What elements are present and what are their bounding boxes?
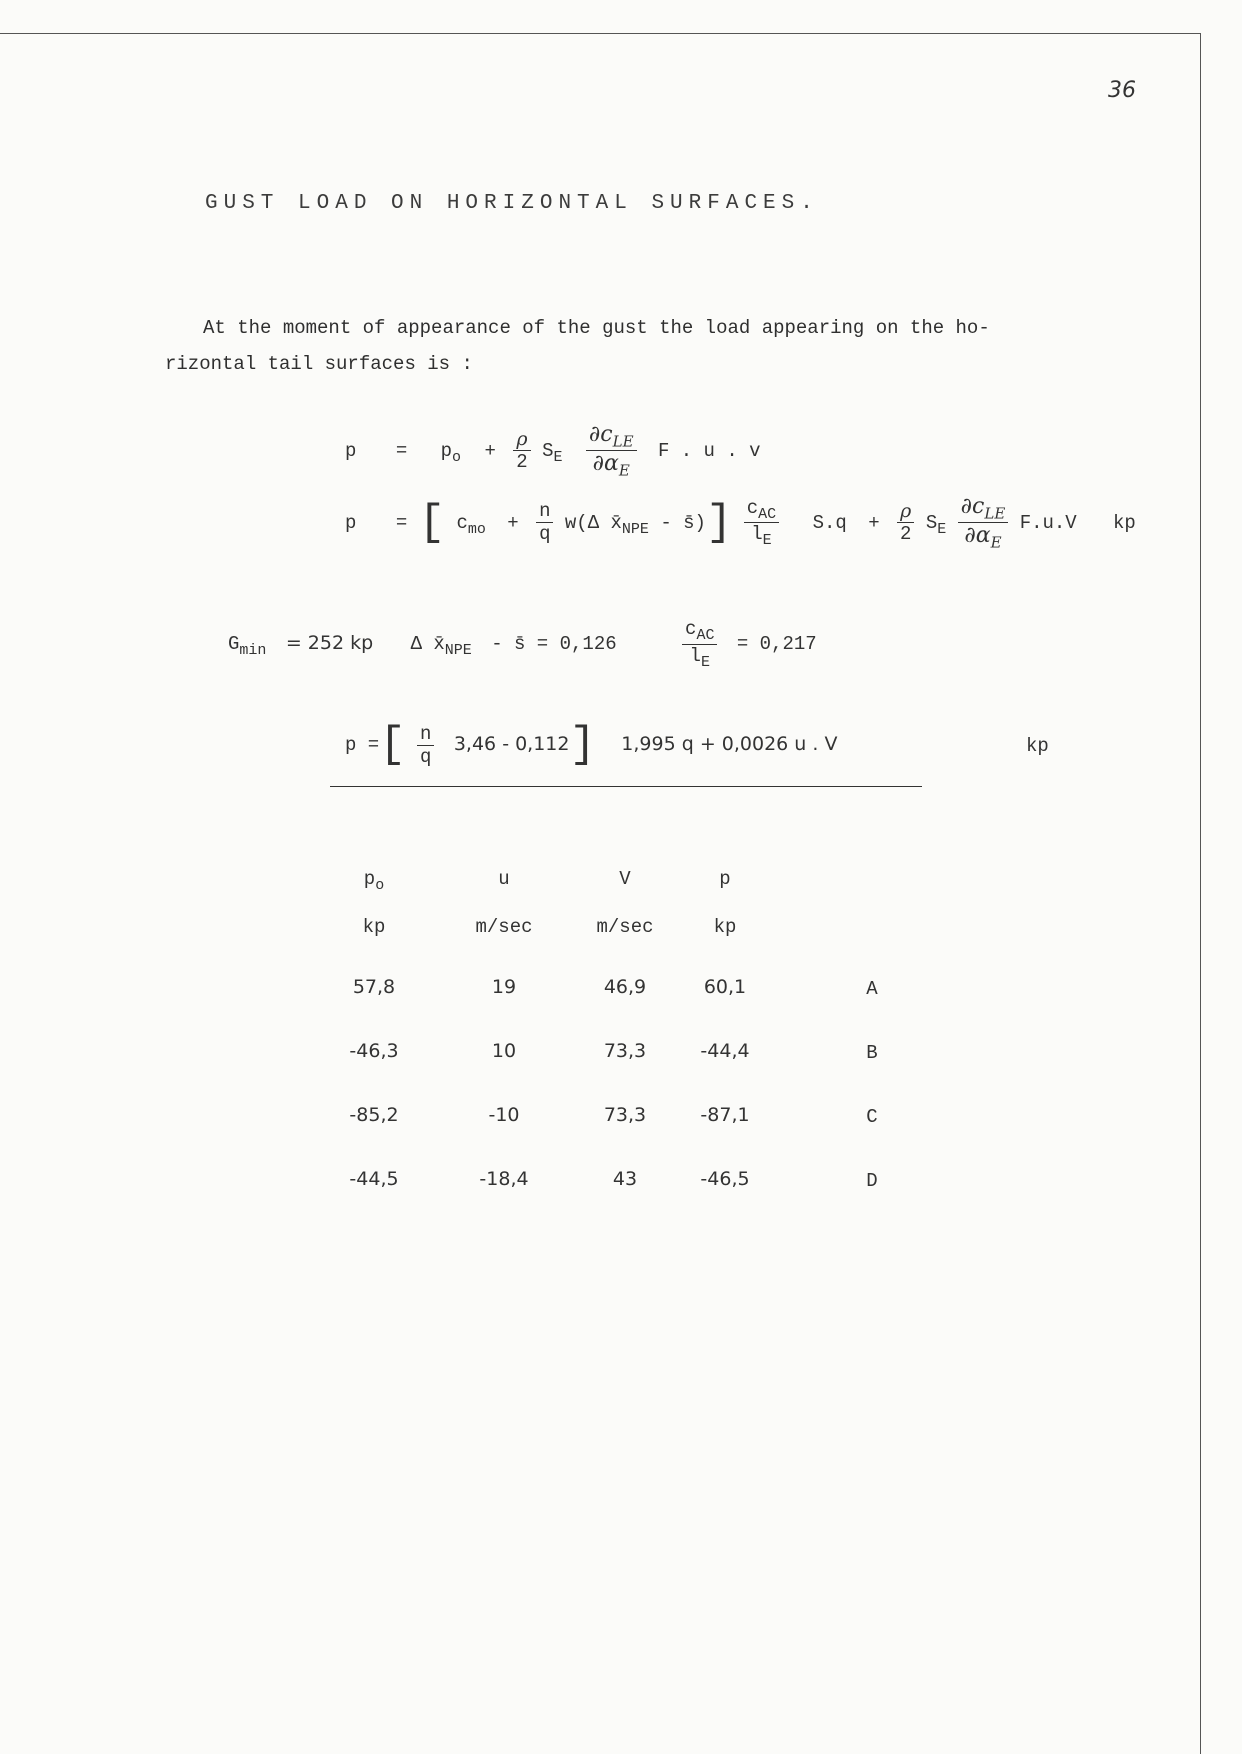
intro-paragraph-line-1: At the moment of appearance of the gust the load appearing on the ho-: [203, 317, 990, 339]
table-cell: -18,4: [479, 1168, 529, 1190]
eq1-lhs: p: [345, 439, 357, 462]
eq1-p0: $p_o$: [440, 439, 462, 466]
eq2-lhs: p: [345, 511, 357, 534]
eq2-n-over-q: $\frac{n}{q}$: [536, 500, 553, 545]
equation-2: p = [ $c_{mo}$ + $\frac{n}{q}$ w(Δ $x̄_{NPE}$ - s̄)] $\frac{c_{AC}}{l_E}$ S.q + $\frac{\rho}{2}$ $S_E$ $\frac{\partial c_{LE}}{\partial\alpha_E}$ F.u.V: [345, 494, 1077, 552]
eq2-cmo: $c_{mo}$: [456, 511, 486, 538]
table-cell: 43: [612, 1168, 638, 1190]
eq1-equals: =: [395, 439, 408, 462]
eq2-rho-over-two: $\frac{\rho}{2}$: [897, 500, 914, 545]
eq2-derivative: $\frac{\partial c_{LE}}{\partial\alpha_E}$: [958, 494, 1009, 552]
table-cell: 57,8: [352, 976, 396, 998]
table-header-p0: $p_o$: [363, 868, 385, 894]
table-unit-u: m/sec: [475, 916, 533, 938]
eq1-derivative: $\frac{\partial c_{LE}}{\partial\alpha_E}$: [586, 422, 637, 480]
eq2-delta-x: (Δ $x̄_{NPE}$: [576, 511, 649, 538]
page-border-right: [1200, 33, 1201, 1754]
table-cell: -44,4: [700, 1040, 750, 1062]
eq1-plus: +: [484, 439, 496, 462]
table-cell: 19: [491, 976, 517, 998]
table-cell: -85,2: [349, 1104, 399, 1126]
section-title: GUST LOAD ON HORIZONTAL SURFACES.: [205, 192, 819, 215]
page-number: 36: [1108, 78, 1136, 103]
table-cell: -44,5: [349, 1168, 399, 1190]
intro-paragraph-line-2: rizontal tail surfaces is :: [165, 353, 473, 375]
table-cell: -46,3: [349, 1040, 399, 1062]
g-min: $G_{min}$: [228, 633, 267, 660]
table-cell: 46,9: [603, 976, 647, 998]
page-border-top: [0, 33, 1200, 34]
table-cell: -10: [488, 1104, 520, 1126]
eq1-rest: F . u . v: [657, 439, 761, 462]
table-unit-p: kp: [713, 916, 737, 938]
table-row-label: D: [866, 1170, 878, 1192]
table-cell: -46,5: [700, 1168, 750, 1190]
table-cell: 73,3: [603, 1104, 647, 1126]
table-cell: 10: [491, 1040, 517, 1062]
given-cac-over-le: $\frac{c_{AC}}{l_E}$: [682, 618, 717, 671]
table-cell: 73,3: [603, 1040, 647, 1062]
table-header-V: V: [619, 868, 631, 890]
eq3-n-over-q: $\frac{n}{q}$: [417, 723, 434, 768]
eq1-rho-over-two: $\frac{\rho}{2}$: [513, 428, 530, 473]
table-cell: 60,1: [703, 976, 747, 998]
equation-3: p =[ $\frac{n}{q}$ 3,46 - 0,112] 1,995 q + 0,0026 u . V: [345, 720, 838, 770]
eq2-equals: =: [395, 511, 408, 534]
table-header-p: p: [719, 868, 731, 890]
eq1-S: $S_E$: [542, 439, 563, 466]
table-header-u: u: [498, 868, 510, 890]
table-unit-p0: kp: [362, 916, 386, 938]
table-row-label: A: [866, 978, 878, 1000]
equation-1: [345, 422, 761, 480]
delta-x-npe: Δ $x̄_{NPE}$: [410, 633, 472, 660]
table-unit-V: m/sec: [596, 916, 654, 938]
given-values: $G_{min} = 252$ kp Δ $x̄_{NPE}$ - s̄ = 0,126 $\frac{c_{AC}}{l_E}$ = 0,217: [228, 618, 817, 671]
table-row-label: C: [866, 1106, 878, 1128]
table-cell: -87,1: [700, 1104, 750, 1126]
eq3-unit: kp: [1026, 735, 1049, 757]
eq2-cac-over-le: $\frac{c_{AC}}{l_E}$: [744, 497, 779, 550]
result-underline: [330, 786, 922, 787]
eq2-unit: kp: [1113, 512, 1136, 534]
table-row-label: B: [866, 1042, 878, 1064]
